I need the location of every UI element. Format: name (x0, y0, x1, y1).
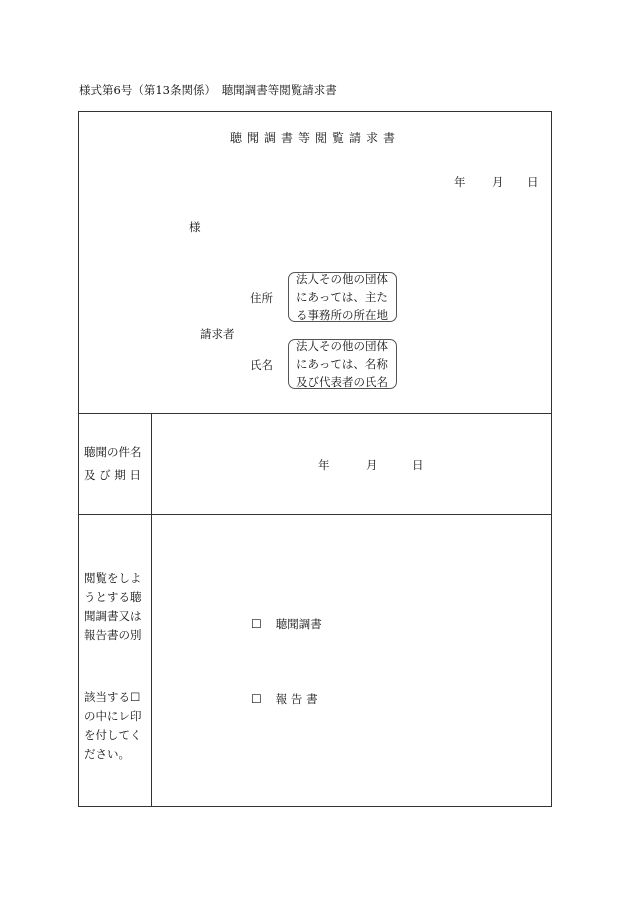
date-month-label: 月 (492, 175, 504, 189)
document-type-label-line: うとする聴 (84, 590, 142, 604)
option-report[interactable] (251, 691, 318, 707)
request-form-frame (78, 111, 552, 807)
section-divider (79, 514, 551, 515)
instruction-line: 該当する☐ (84, 690, 141, 704)
instruction-line: の中にレ印 (84, 709, 142, 723)
document-type-label-line: 閲覧をしよ (84, 571, 142, 585)
hearing-date-year: 年 (318, 458, 330, 472)
document-type-label-line: 報告書の別 (84, 628, 142, 642)
document-type-label (84, 569, 142, 645)
name-note-line: 法人その他の団体 (296, 339, 388, 353)
column-divider (151, 413, 152, 806)
option-hearing-record-label: 聴聞調書 (275, 617, 322, 631)
document-type-label-line: 聞調書又は (84, 609, 142, 623)
requester-label: 請求者 (200, 327, 235, 341)
address-note (296, 270, 388, 324)
form-title: 聴聞調書等閲覧請求書 (229, 131, 400, 145)
option-hearing-record[interactable] (251, 616, 322, 632)
address-note-line: る事務所の所在地 (296, 308, 388, 322)
address-label: 住所 (250, 291, 273, 305)
hearing-label-line: 及 び 期 日 (84, 468, 141, 482)
address-note-line: 法人その他の団体 (296, 272, 388, 286)
name-label: 氏名 (250, 358, 273, 372)
section-divider (79, 413, 551, 414)
checkbox-report[interactable]: ☐ (251, 692, 262, 706)
instruction-line: を付してく (84, 728, 142, 742)
option-report-label: 報 告 書 (275, 692, 318, 706)
addressee-suffix: 様 (189, 220, 201, 234)
checkbox-instruction (84, 688, 142, 764)
hearing-label (84, 443, 142, 485)
name-note-line: 及び代表者の氏名 (296, 375, 388, 389)
form-number-label: 様式第6号（第13条関係） 聴聞調書等閲覧請求書 (79, 83, 337, 97)
hearing-date-month: 月 (366, 458, 378, 472)
name-note-line: にあっては、名称 (296, 357, 388, 371)
hearing-label-line: 聴聞の件名 (84, 445, 142, 459)
name-note (296, 337, 388, 391)
checkbox-hearing-record[interactable]: ☐ (251, 617, 262, 631)
date-year-label: 年 (454, 175, 466, 189)
address-note-line: にあっては、主た (296, 290, 388, 304)
instruction-line: ださい。 (84, 747, 130, 761)
date-day-label: 日 (527, 175, 539, 189)
hearing-date-day: 日 (412, 458, 424, 472)
